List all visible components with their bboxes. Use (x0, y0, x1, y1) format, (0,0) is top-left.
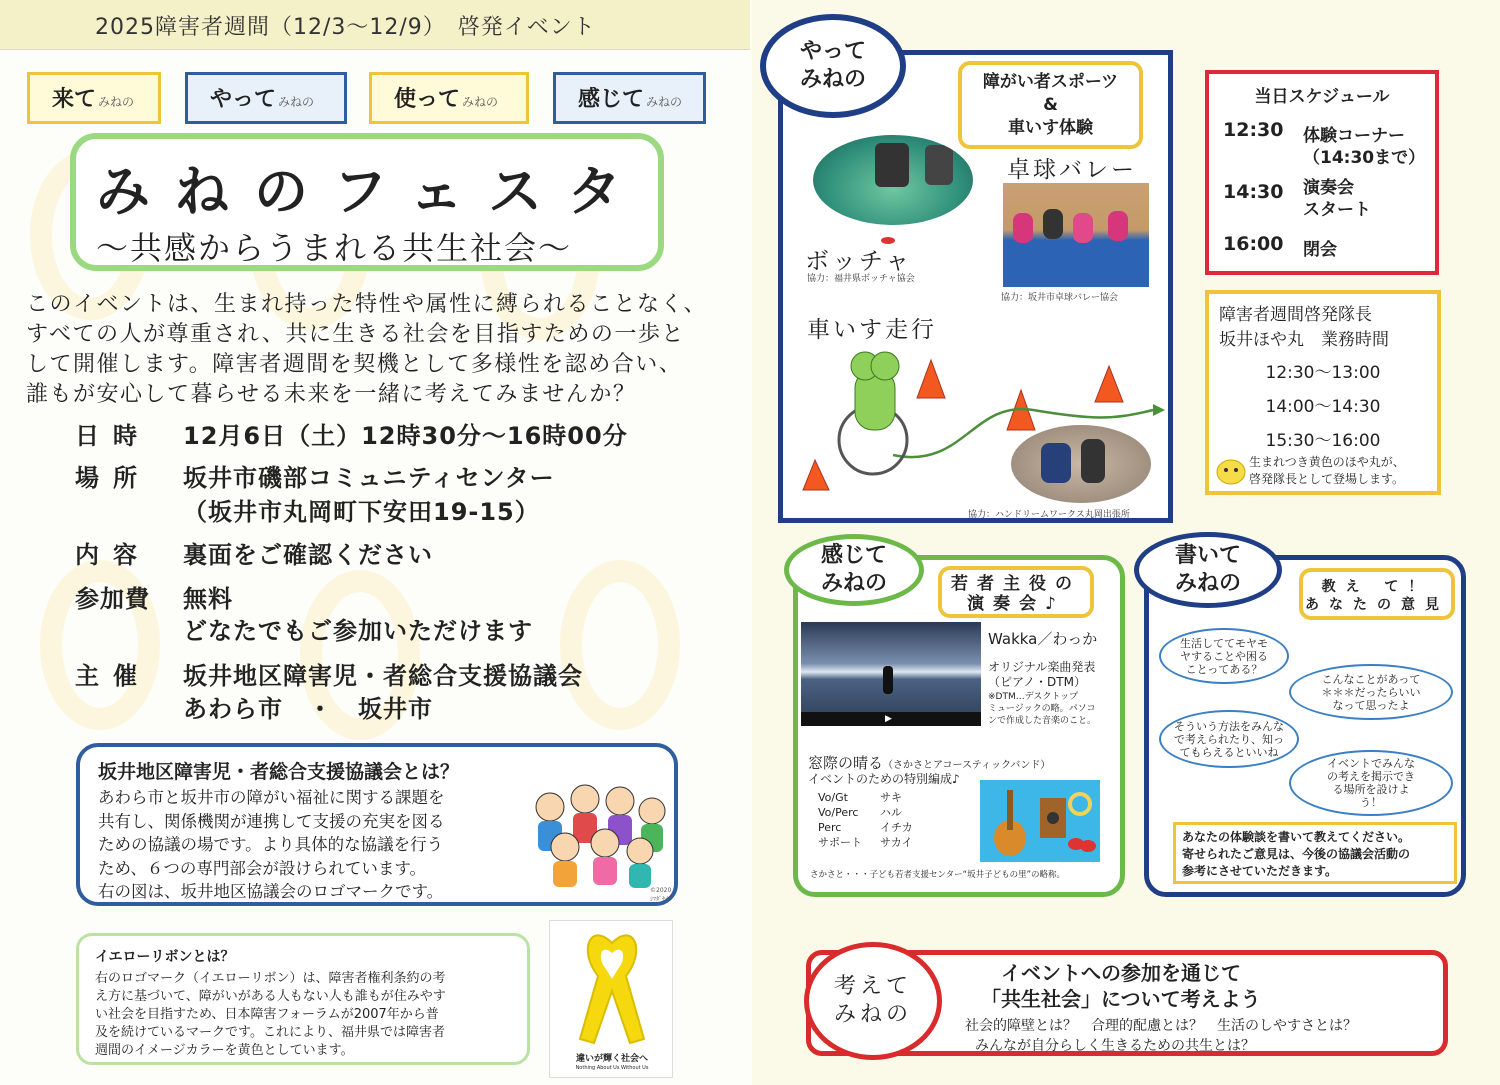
opinion-heading: 教え て！ あなたの意見 (1299, 568, 1455, 620)
concert-heading: 若者主役の 演奏会♪ (938, 566, 1094, 618)
member-row: Perc イチカ (818, 821, 913, 834)
mascot-hours-title: 障害者週間啓発隊長 (1219, 305, 1372, 325)
info-host: 主催 坂井地区障害児・者総合支援協議会 (75, 662, 583, 690)
info-date: 日時 12月6日（土）12時30分～16時00分 (75, 422, 628, 450)
ribbon-caption-en: Nothing About Us Without Us (575, 1065, 649, 1071)
callout-yatte: やって みねの (185, 72, 347, 124)
info-place: 場所 坂井市磯部コミュニティセンター (75, 464, 555, 492)
schedule-title: 当日スケジュール (1254, 87, 1390, 107)
callout-kanjite: 感じて みねの (553, 72, 706, 124)
event-title-box (70, 133, 664, 271)
yatte-panel (778, 50, 1173, 523)
sports-heading: 障がい者スポーツ & 車いす体験 (958, 61, 1143, 149)
table-volley-label: 卓球バレー (1007, 157, 1137, 183)
event-subtitle: ～共感からうまれる共生社会～ (96, 229, 573, 267)
schedule-box (1205, 70, 1439, 275)
info-fee: 参加費 無料 (75, 585, 233, 613)
callout-tsukatte: 使って みねの (369, 72, 529, 124)
wheelchair-photo (1011, 425, 1151, 503)
yellow-ribbon-title: イエローリボンとは？ (95, 949, 235, 965)
schedule-item: 16:00 閉会 (1223, 233, 1337, 260)
mascot-hours-box (1205, 290, 1441, 495)
mascot-time-list: 12:30～13:00 14:00～14:30 15:30～16:00 (1265, 363, 1381, 451)
kanjite-circle: 感じて みねの (784, 534, 924, 606)
band1-name: Wakka／わっか (988, 630, 1098, 648)
mascot-name: 坂井ほや丸 業務時間 (1219, 330, 1389, 350)
yellow-ribbon-logo (549, 920, 673, 1078)
wakka-video-thumbnail[interactable] (801, 622, 981, 726)
boccia-credit: 協力：福井県ボッチャ協会 (807, 274, 915, 284)
event-header: 2025障害者週間（12/3～12/9） 啓発イベント (0, 0, 750, 50)
schedule-item: 12:30 体験コーナー （14:30まで） (1223, 119, 1426, 168)
wheelchair-label: 車いす走行 (807, 317, 937, 343)
band2-members (818, 790, 913, 850)
yatte-circle: やって みねの (760, 14, 906, 118)
band1-note: ※DTM…デスクトップ ミュージックの略。パソコ ンで作成した音楽のこと。 (988, 692, 1097, 726)
info-host-cities: あわら市 ・ 坂井市 (183, 695, 433, 723)
band2-name: 窓際の晴る（さかさとアコースティックバンド） (808, 754, 1051, 772)
info-content: 内容 裏面をご確認ください (75, 541, 433, 569)
ribbon-caption: 違いが輝く社会へ (575, 1054, 648, 1064)
mascot-note: 生まれつき黄色のほや丸が、 啓発隊長として登場します。 (1249, 455, 1405, 486)
association-logo-illustration (520, 777, 670, 897)
yellow-ribbon-box (76, 933, 530, 1065)
info-place-address: （坂井市丸岡町下安田19-15） (183, 498, 540, 526)
member-row: Vo/Gt サキ (818, 791, 902, 804)
kanjite-footnote: さかさと・・・子ども若者支援センター“坂井子どもの里”の略称。 (810, 870, 1065, 880)
kangaete-line3: 社会的障壁とは？ 合理的配慮とは？ 生活のしやすさとは？ (965, 1018, 1357, 1034)
association-text: あわら市と坂井市の障がい福祉に関する課題を 共有し、関係機関が連携して支援の充実を図る ための協議の場です。より具体的な協議を行う ため、６つの専門部会が設けられています。 右の図は、坂井地区協議会のロゴマークです。 (98, 788, 445, 901)
wheelchair-credit: 協力：ハンドリームワークス丸岡出張所 (968, 510, 1130, 520)
kangaete-line1: イベントへの参加を通じて (1001, 961, 1241, 985)
member-row: Vo/Perc ハル (818, 806, 902, 819)
association-box (76, 743, 678, 906)
kangaete-line2: 「共生社会」について考えよう (981, 987, 1261, 1011)
association-title: 坂井地区障害児・者総合支援協議会とは？ (98, 761, 460, 783)
event-title: みねのフェスタ (96, 160, 647, 223)
kanjite-panel (793, 555, 1125, 897)
speech-bubble: こんなことがあって＊＊＊だったらいいなって思ったよ (1289, 664, 1453, 720)
boccia-photo (813, 135, 973, 225)
info-fee-note: どなたでもご参加いただけます (183, 617, 533, 645)
band1-desc: オリジナル楽曲発表 （ピアノ・DTM） (988, 660, 1096, 689)
yellow-ribbon-icon (550, 921, 674, 1051)
instruments-illustration (980, 780, 1100, 862)
boccia-label: ボッチャ (805, 247, 913, 275)
band2-desc: イベントのための特別編成♪ (808, 772, 960, 786)
opinion-note: あなたの体験談を書いて教えてください。 寄せられたご意見は、今後の協議会活動の 参考にさせていただきます。 (1173, 822, 1457, 884)
speech-bubble: イベントでみんなの考えを掲示できる場所を設けよう！ (1289, 750, 1453, 816)
table-volley-credit: 協力：坂井市卓球バレー協会 (1001, 293, 1119, 303)
hoyamaru-mascot-icon (1215, 454, 1247, 486)
play-icon[interactable]: ▶ (885, 714, 892, 724)
ribbon-bg-decoration (560, 560, 680, 730)
intro-text: このイベントは、生まれ持った特性や属性に縛られることなく、 すべての人が尊重され、共に生きる社会を目指すための一歩と して開催します。障害者週間を契機として多様性を認め合い、 誰もが安心して暮らせる未来を一緒に考えてみませんか？ (26, 292, 708, 407)
kangaete-line4: みんなが自分らしく生きるための共生とは？ (975, 1038, 1255, 1054)
schedule-item: 14:30 演奏会 スタート (1223, 178, 1371, 220)
back-page (752, 0, 1500, 1085)
logo-credit: ©2020 ｼﾏﾀﾞｾｲｶ (650, 887, 672, 903)
callout-kite: 来て みねの (27, 72, 161, 124)
table-volley-photo (1003, 183, 1149, 287)
member-row: サポート サカイ (818, 836, 913, 849)
speech-bubble: そういう方法をみんなで考えられたり、知ってもらえるといいね (1159, 710, 1299, 768)
kaite-circle: 書いて みねの (1134, 532, 1282, 608)
speech-bubble: 生活しててモヤモヤすることや困ることってある？ (1159, 628, 1289, 684)
yellow-ribbon-text: 右のロゴマーク（イエローリボン）は、障害者権利条約の考 え方に基づいて、障がいがある人もない人も誰もが住みやす い社会を目指すため、日本障害フォーラムが2007年から普 及を続けているマークです。これにより、福井県では障害者 週間のイメージカラーを黄色としています。 (95, 971, 446, 1058)
kangaete-circle: 考えて みねの (804, 942, 942, 1060)
